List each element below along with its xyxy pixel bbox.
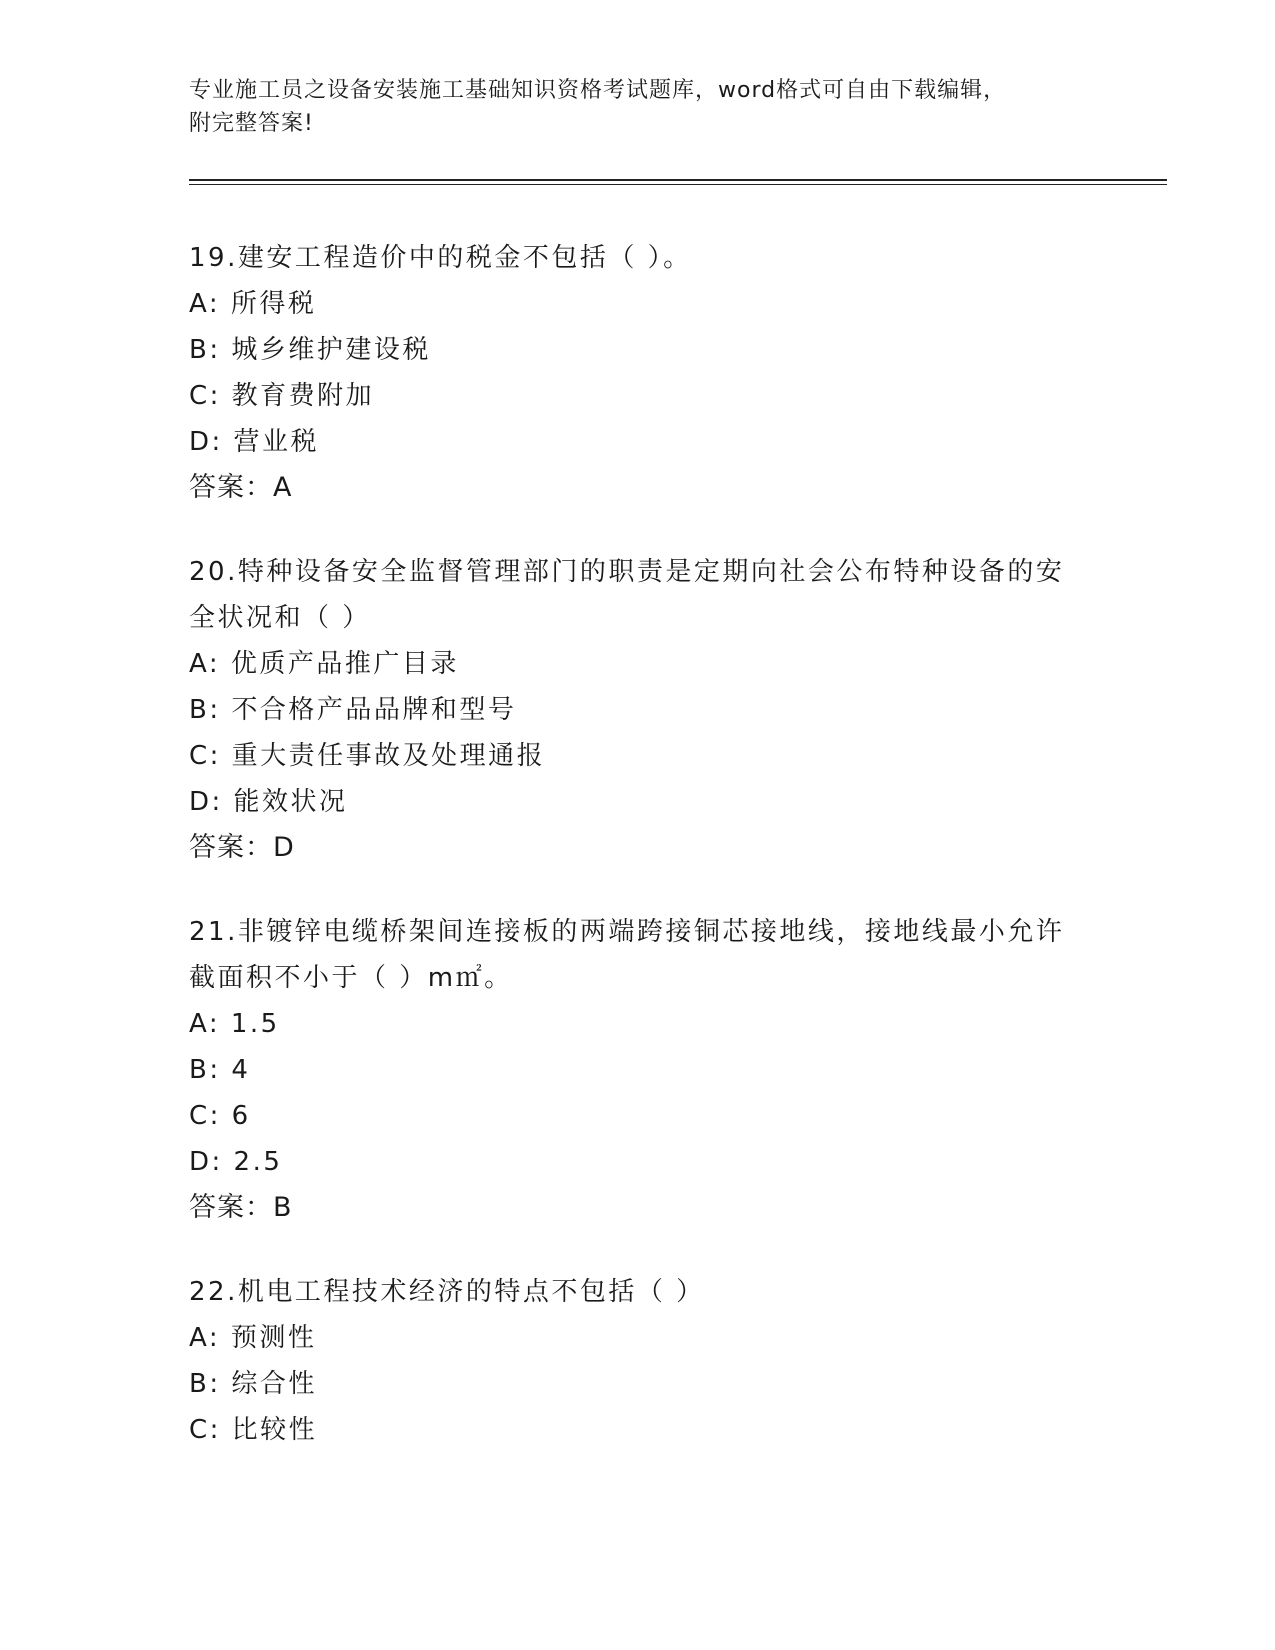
question-19 — [189, 235, 1089, 511]
question-stem: 21.非镀锌电缆桥架间连接板的两端跨接铜芯接地线，接地线最小允许截面积不小于（ ）m㎡。 — [189, 917, 1065, 993]
question-22 — [189, 1269, 1089, 1453]
option-d: D: 2.5 — [189, 1147, 283, 1177]
option-c: C: 比较性 — [189, 1415, 318, 1445]
answer: 答案：A — [189, 472, 293, 503]
option-b: B: 综合性 — [189, 1369, 317, 1399]
question-20 — [189, 549, 1089, 871]
question-stem: 20.特种设备安全监督管理部门的职责是定期向社会公布特种设备的安全状况和（ ） — [189, 557, 1065, 633]
question-stem: 19.建安工程造价中的税金不包括（ ）。 — [189, 243, 692, 273]
document-header — [189, 74, 1089, 140]
option-b: B: 4 — [189, 1055, 251, 1085]
header-line-1: 专业施工员之设备安装施工基础知识资格考试题库，word格式可自由下载编辑， — [189, 78, 1007, 103]
answer: 答案：B — [189, 1192, 293, 1223]
question-stem: 22.机电工程技术经济的特点不包括（ ） — [189, 1277, 705, 1307]
option-b: B: 城乡维护建设税 — [189, 335, 431, 365]
header-line-2: 附完整答案! — [189, 111, 314, 136]
question-list — [189, 235, 1089, 1491]
answer: 答案：D — [189, 832, 295, 863]
option-d: D: 能效状况 — [189, 787, 348, 817]
option-a: A: 优质产品推广目录 — [189, 649, 459, 679]
question-21 — [189, 909, 1089, 1231]
option-a: A: 预测性 — [189, 1323, 317, 1353]
header-divider-thin — [189, 184, 1167, 185]
option-c: C: 6 — [189, 1101, 251, 1131]
header-divider-thick — [189, 179, 1167, 181]
option-c: C: 重大责任事故及处理通报 — [189, 741, 546, 771]
option-b: B: 不合格产品品牌和型号 — [189, 695, 517, 725]
option-a: A: 所得税 — [189, 289, 317, 319]
option-c: C: 教育费附加 — [189, 381, 375, 411]
option-a: A: 1.5 — [189, 1009, 280, 1039]
option-d: D: 营业税 — [189, 427, 320, 457]
